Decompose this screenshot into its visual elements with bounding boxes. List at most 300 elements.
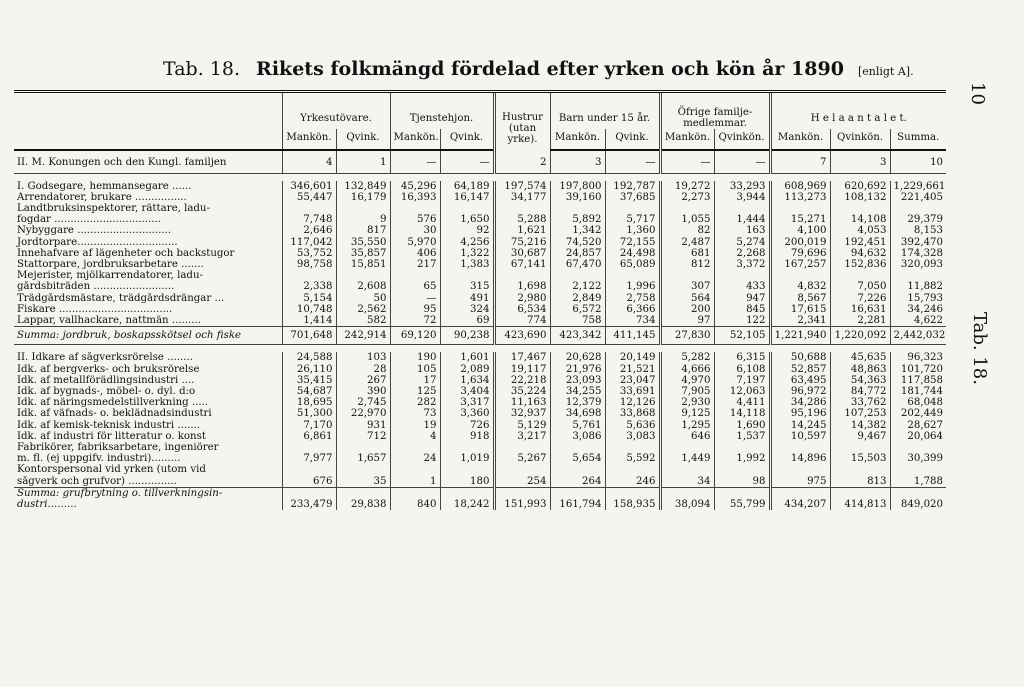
- value-cell: 1: [390, 476, 440, 488]
- value-cell: 122: [714, 315, 770, 327]
- row-label: Idk. af kemisk-teknisk industri .......: [17, 419, 201, 431]
- value-cell: 14,896: [770, 453, 830, 464]
- value-cell: 254: [494, 476, 550, 488]
- value-cell: 2,646: [282, 225, 336, 236]
- value-cell: —: [714, 150, 770, 173]
- table-row: [14, 420, 946, 431]
- value-cell: 1: [336, 150, 390, 173]
- value-cell: 113,273: [770, 192, 830, 203]
- value-cell: 167,257: [770, 259, 830, 270]
- table-row: [14, 248, 946, 259]
- value-cell: [830, 203, 890, 214]
- value-cell: [440, 487, 494, 499]
- value-cell: [770, 464, 830, 475]
- value-cell: 16,179: [336, 192, 390, 203]
- row-label: Arrendatorer, brukare ................: [17, 191, 187, 203]
- table-row: [14, 464, 946, 475]
- value-cell: 24,588: [282, 352, 336, 363]
- value-cell: 45,635: [830, 352, 890, 363]
- value-cell: [830, 442, 890, 453]
- value-cell: 39,160: [550, 192, 605, 203]
- value-cell: 72,155: [605, 237, 660, 248]
- value-cell: 1,342: [550, 225, 605, 236]
- label-header-sub: [14, 129, 282, 150]
- value-cell: 37,685: [605, 192, 660, 203]
- value-cell: 7: [770, 150, 830, 173]
- value-cell: 2,122: [550, 281, 605, 292]
- value-cell: 1,650: [440, 214, 494, 225]
- value-cell: 6,315: [714, 352, 770, 363]
- value-cell: 1,414: [282, 315, 336, 327]
- table-row: [14, 293, 946, 304]
- table-row: [14, 386, 946, 397]
- row-label: Idk. af bygnads-, möbel- o. dyl. d:o: [17, 386, 196, 398]
- value-cell: 68,048: [890, 397, 946, 408]
- value-cell: [336, 487, 390, 499]
- value-cell: 18,695: [282, 397, 336, 408]
- header-ofrige: Öfrige familje-medlemmar.: [660, 92, 770, 130]
- row-label: Innehafvare af lägenheter och backstugor: [17, 247, 235, 259]
- value-cell: 35,857: [336, 248, 390, 259]
- value-cell: 22,218: [494, 375, 550, 386]
- value-cell: 849,020: [890, 499, 946, 510]
- value-cell: 50: [336, 293, 390, 304]
- value-cell: 11,163: [494, 397, 550, 408]
- value-cell: 34,246: [890, 304, 946, 315]
- value-cell: [440, 464, 494, 475]
- value-cell: [440, 270, 494, 281]
- sub-header: Qvink.: [336, 129, 390, 150]
- value-cell: 3,083: [605, 431, 660, 442]
- value-cell: 16,393: [390, 192, 440, 203]
- value-cell: [605, 270, 660, 281]
- header-hela: H e l a a n t a l e t.: [770, 92, 946, 130]
- table-row: [14, 270, 946, 281]
- table-row: [14, 281, 946, 292]
- value-cell: 3,360: [440, 408, 494, 419]
- value-cell: 34,255: [550, 386, 605, 397]
- value-cell: 108,132: [830, 192, 890, 203]
- value-cell: 54,363: [830, 375, 890, 386]
- value-cell: 774: [494, 315, 550, 327]
- value-cell: 28,627: [890, 420, 946, 431]
- value-cell: 9: [336, 214, 390, 225]
- value-cell: 2,341: [770, 315, 830, 327]
- value-cell: —: [390, 150, 440, 173]
- sub-header: Qvinkön.: [714, 129, 770, 150]
- row-label: Jordtorpare...............................: [17, 236, 178, 248]
- table-row: [14, 408, 946, 419]
- sub-header: Qvink.: [440, 129, 494, 150]
- value-cell: 35,550: [336, 237, 390, 248]
- value-cell: 1,019: [440, 453, 494, 464]
- value-cell: 84,772: [830, 386, 890, 397]
- value-cell: 4,666: [660, 364, 714, 375]
- row-label: Idk. af metallförädlingsindustri ....: [17, 374, 195, 386]
- value-cell: 3,217: [494, 431, 550, 442]
- value-cell: [714, 270, 770, 281]
- value-cell: [770, 487, 830, 499]
- header-hustrur: Hustrur (utan yrke).: [494, 92, 550, 151]
- row-label: Idk. af bergverks- och bruksrörelse: [17, 363, 200, 375]
- value-cell: 12,379: [550, 397, 605, 408]
- value-cell: [282, 270, 336, 281]
- value-cell: 8,567: [770, 293, 830, 304]
- value-cell: 33,762: [830, 397, 890, 408]
- value-cell: 4,256: [440, 237, 494, 248]
- value-cell: 390: [336, 386, 390, 397]
- page-number: 10: [967, 82, 988, 105]
- value-cell: 180: [440, 476, 494, 488]
- sub-header: Mankön.: [550, 129, 605, 150]
- value-cell: 7,050: [830, 281, 890, 292]
- value-cell: 433: [714, 281, 770, 292]
- value-cell: 608,969: [770, 181, 830, 192]
- value-cell: 734: [605, 315, 660, 327]
- value-cell: 67,141: [494, 259, 550, 270]
- value-cell: 98,758: [282, 259, 336, 270]
- value-cell: [660, 442, 714, 453]
- value-cell: [660, 464, 714, 475]
- row-label: Summa: jordbruk, boskapsskötsel och fiske: [14, 327, 282, 345]
- value-cell: 2,562: [336, 304, 390, 315]
- value-cell: 4,622: [890, 315, 946, 327]
- value-cell: 4,832: [770, 281, 830, 292]
- value-cell: 620,692: [830, 181, 890, 192]
- value-cell: 233,479: [282, 499, 336, 510]
- table-row: [14, 237, 946, 248]
- value-cell: 117,858: [890, 375, 946, 386]
- value-cell: 4,100: [770, 225, 830, 236]
- value-cell: [494, 442, 550, 453]
- value-cell: 33,868: [605, 408, 660, 419]
- row-label: Nybyggare .............................: [17, 225, 172, 237]
- table-row: [14, 181, 946, 192]
- spacer-row: [14, 173, 946, 181]
- value-cell: 7,748: [282, 214, 336, 225]
- header-yrkesutovare: Yrkesutövare.: [282, 92, 390, 130]
- value-cell: [605, 487, 660, 499]
- value-cell: 174,328: [890, 248, 946, 259]
- value-cell: 812: [660, 259, 714, 270]
- value-cell: 267: [336, 375, 390, 386]
- value-cell: 48,863: [830, 364, 890, 375]
- value-cell: [550, 442, 605, 453]
- value-cell: 2,487: [660, 237, 714, 248]
- value-cell: 1,449: [660, 453, 714, 464]
- value-cell: 1,996: [605, 281, 660, 292]
- value-cell: [714, 442, 770, 453]
- value-cell: 3: [830, 150, 890, 173]
- value-cell: 38,094: [660, 499, 714, 510]
- value-cell: 10,748: [282, 304, 336, 315]
- sub-header: Qvinkön.: [830, 129, 890, 150]
- value-cell: 82: [660, 225, 714, 236]
- value-cell: 181,744: [890, 386, 946, 397]
- value-cell: 10,597: [770, 431, 830, 442]
- value-cell: 392,470: [890, 237, 946, 248]
- value-cell: 125: [390, 386, 440, 397]
- value-cell: 17: [390, 375, 440, 386]
- value-cell: 24,857: [550, 248, 605, 259]
- value-cell: —: [440, 150, 494, 173]
- value-cell: [830, 487, 890, 499]
- value-cell: 712: [336, 431, 390, 442]
- value-cell: 24: [390, 453, 440, 464]
- value-cell: 95,196: [770, 408, 830, 419]
- value-cell: 1,657: [336, 453, 390, 464]
- value-cell: [336, 270, 390, 281]
- table-row: [14, 442, 946, 453]
- value-cell: 411,145: [605, 327, 660, 345]
- value-cell: 15,793: [890, 293, 946, 304]
- sub-header: Mankön.: [390, 129, 440, 150]
- value-cell: 2,338: [282, 281, 336, 292]
- row-label: II. M. Konungen och den Kungl. familjen: [14, 150, 282, 173]
- table-row: [14, 364, 946, 375]
- value-cell: 2,442,032: [890, 327, 946, 345]
- value-cell: 758: [550, 315, 605, 327]
- value-cell: [440, 442, 494, 453]
- value-cell: 69,120: [390, 327, 440, 345]
- value-cell: 52,857: [770, 364, 830, 375]
- row-label: Fabrikörer, fabriksarbetare, ingeniörer: [17, 442, 219, 454]
- value-cell: 4: [390, 431, 440, 442]
- value-cell: 1,322: [440, 248, 494, 259]
- value-cell: 65,089: [605, 259, 660, 270]
- value-cell: 197,574: [494, 181, 550, 192]
- value-cell: 918: [440, 431, 494, 442]
- value-cell: 12,126: [605, 397, 660, 408]
- value-cell: [714, 203, 770, 214]
- value-cell: [282, 487, 336, 499]
- value-cell: 24,498: [605, 248, 660, 259]
- value-cell: 1,634: [440, 375, 494, 386]
- value-cell: 14,245: [770, 420, 830, 431]
- value-cell: 103: [336, 352, 390, 363]
- value-cell: [605, 203, 660, 214]
- value-cell: 3,404: [440, 386, 494, 397]
- value-cell: [440, 203, 494, 214]
- row-label: sågverk och grufvor) ...............: [17, 475, 177, 487]
- value-cell: 5,267: [494, 453, 550, 464]
- value-cell: [890, 464, 946, 475]
- value-cell: 845: [714, 304, 770, 315]
- value-cell: 158,935: [605, 499, 660, 510]
- value-cell: 5,282: [660, 352, 714, 363]
- value-cell: 2,268: [714, 248, 770, 259]
- value-cell: 92: [440, 225, 494, 236]
- value-cell: 45,296: [390, 181, 440, 192]
- value-cell: 30: [390, 225, 440, 236]
- value-cell: 4,053: [830, 225, 890, 236]
- value-cell: 32,937: [494, 408, 550, 419]
- value-cell: 202,449: [890, 408, 946, 419]
- value-cell: 101,720: [890, 364, 946, 375]
- value-cell: 53,752: [282, 248, 336, 259]
- value-cell: 132,849: [336, 181, 390, 192]
- value-cell: 21,976: [550, 364, 605, 375]
- value-cell: [714, 487, 770, 499]
- value-cell: [390, 442, 440, 453]
- value-cell: 9,467: [830, 431, 890, 442]
- value-cell: 14,108: [830, 214, 890, 225]
- table-number: Tab. 18.: [163, 58, 240, 80]
- value-cell: 26,110: [282, 364, 336, 375]
- row-label: m. fl. (ej uppgifv. industri).........: [17, 453, 181, 465]
- value-cell: 491: [440, 293, 494, 304]
- table-row: [14, 315, 946, 327]
- value-cell: 16,147: [440, 192, 494, 203]
- table-row: [14, 499, 946, 510]
- row-label: Landtbruksinspektorer, rättare, ladu-: [17, 203, 210, 215]
- value-cell: 2,849: [550, 293, 605, 304]
- table-row: [14, 453, 946, 464]
- value-cell: 346,601: [282, 181, 336, 192]
- value-cell: 11,882: [890, 281, 946, 292]
- value-cell: 192,451: [830, 237, 890, 248]
- value-cell: 5,892: [550, 214, 605, 225]
- value-cell: 576: [390, 214, 440, 225]
- value-cell: —: [390, 293, 440, 304]
- value-cell: 1,621: [494, 225, 550, 236]
- sub-header: Mankön.: [770, 129, 830, 150]
- value-cell: 190: [390, 352, 440, 363]
- value-cell: 1,055: [660, 214, 714, 225]
- value-cell: [390, 487, 440, 499]
- value-cell: 94,632: [830, 248, 890, 259]
- value-cell: 95: [390, 304, 440, 315]
- row-label: Fiskare ...................................: [17, 303, 173, 315]
- value-cell: 2: [494, 150, 550, 173]
- value-cell: 35: [336, 476, 390, 488]
- value-cell: 3,944: [714, 192, 770, 203]
- value-cell: 4,411: [714, 397, 770, 408]
- value-cell: 2,608: [336, 281, 390, 292]
- value-cell: [494, 203, 550, 214]
- value-cell: [390, 203, 440, 214]
- value-cell: 197,800: [550, 181, 605, 192]
- value-cell: 5,717: [605, 214, 660, 225]
- value-cell: 5,129: [494, 420, 550, 431]
- value-cell: 6,366: [605, 304, 660, 315]
- value-cell: 23,047: [605, 375, 660, 386]
- value-cell: 15,271: [770, 214, 830, 225]
- value-cell: 1,698: [494, 281, 550, 292]
- table-row: [14, 487, 946, 499]
- value-cell: 34,286: [770, 397, 830, 408]
- spacer-cell: [14, 173, 946, 181]
- value-cell: 2,980: [494, 293, 550, 304]
- value-cell: 7,226: [830, 293, 890, 304]
- value-cell: 15,851: [336, 259, 390, 270]
- value-cell: 96,323: [890, 352, 946, 363]
- value-cell: 64,189: [440, 181, 494, 192]
- value-cell: 2,089: [440, 364, 494, 375]
- value-cell: [890, 487, 946, 499]
- value-cell: 813: [830, 476, 890, 488]
- value-cell: 29,838: [336, 499, 390, 510]
- value-cell: [550, 203, 605, 214]
- value-cell: 51,300: [282, 408, 336, 419]
- value-cell: 3: [550, 150, 605, 173]
- value-cell: 5,288: [494, 214, 550, 225]
- value-cell: 1,229,661: [890, 181, 946, 192]
- value-cell: 107,253: [830, 408, 890, 419]
- value-cell: [550, 487, 605, 499]
- value-cell: 10: [890, 150, 946, 173]
- value-cell: [770, 270, 830, 281]
- value-cell: 14,118: [714, 408, 770, 419]
- value-cell: 3,372: [714, 259, 770, 270]
- value-cell: 12,063: [714, 386, 770, 397]
- value-cell: [660, 487, 714, 499]
- value-cell: 2,758: [605, 293, 660, 304]
- value-cell: 646: [660, 431, 714, 442]
- value-cell: 35,224: [494, 386, 550, 397]
- statistics-table: [14, 90, 946, 510]
- value-cell: 2,930: [660, 397, 714, 408]
- value-cell: [770, 442, 830, 453]
- value-cell: 54,687: [282, 386, 336, 397]
- value-cell: 163: [714, 225, 770, 236]
- value-cell: 161,794: [550, 499, 605, 510]
- value-cell: 1,295: [660, 420, 714, 431]
- value-cell: [714, 464, 770, 475]
- value-cell: 2,281: [830, 315, 890, 327]
- value-cell: 315: [440, 281, 494, 292]
- value-cell: 406: [390, 248, 440, 259]
- value-cell: 947: [714, 293, 770, 304]
- value-cell: 20,628: [550, 352, 605, 363]
- value-cell: 17,615: [770, 304, 830, 315]
- value-cell: 307: [660, 281, 714, 292]
- row-label: Lappar, vallhackare, nattmän .........: [17, 315, 201, 327]
- value-cell: 1,537: [714, 431, 770, 442]
- value-cell: [282, 442, 336, 453]
- value-cell: [494, 487, 550, 499]
- value-cell: 35,415: [282, 375, 336, 386]
- value-cell: 7,905: [660, 386, 714, 397]
- row-label: Stattorpare, jordbruksarbetare .......: [17, 259, 204, 271]
- title-text: Rikets folkmängd fördelad efter yrken och kön år 1890: [256, 58, 844, 80]
- value-cell: 3,086: [550, 431, 605, 442]
- value-cell: 17,467: [494, 352, 550, 363]
- value-cell: 242,914: [336, 327, 390, 345]
- value-cell: 5,654: [550, 453, 605, 464]
- value-cell: 7,170: [282, 420, 336, 431]
- value-cell: 30,399: [890, 453, 946, 464]
- value-cell: [890, 442, 946, 453]
- value-cell: 817: [336, 225, 390, 236]
- value-cell: [770, 203, 830, 214]
- value-cell: 931: [336, 420, 390, 431]
- sub-header: Mankön.: [660, 129, 714, 150]
- value-cell: 1,601: [440, 352, 494, 363]
- value-cell: 200: [660, 304, 714, 315]
- value-cell: [890, 203, 946, 214]
- value-cell: 1,221,940: [770, 327, 830, 345]
- value-cell: 1,992: [714, 453, 770, 464]
- value-cell: 2,273: [660, 192, 714, 203]
- label-header: [14, 92, 282, 130]
- table-row: [14, 476, 946, 488]
- value-cell: 8,153: [890, 225, 946, 236]
- value-cell: 2,745: [336, 397, 390, 408]
- value-cell: 1,360: [605, 225, 660, 236]
- value-cell: [494, 464, 550, 475]
- value-cell: 5,154: [282, 293, 336, 304]
